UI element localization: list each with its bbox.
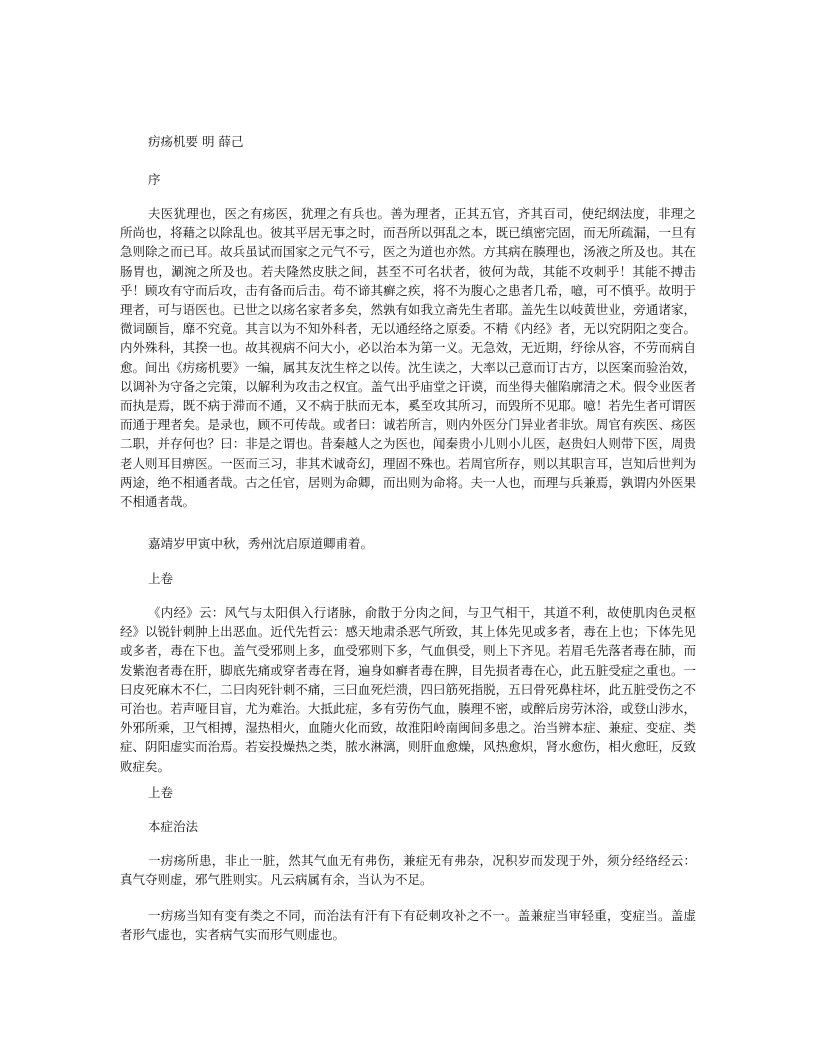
volume-heading-1: 上卷 (148, 571, 174, 586)
volume-paragraph: 《内经》云：风气与太阳俱入行诸脉，俞散于分肉之间，与卫气相干，其道不利，故使肌肉色灵枢经》以锐针刺肿上出恶血。近代先哲云：感天地肃杀恶气所致，其上体先见或多者，毒在上也；下体先见或多者，毒在下也。盖气受邪则上多，血受邪则下多，气血俱受，则上下齐见。若眉毛先落者毒在肺，而发紫泡者毒在肝，脚底先痛或穿者毒在肾，遍身如癣者毒在脾，目先损者毒在心，此五脏受症之重也。一曰皮死麻木不仁，二曰肉死针刺不痛，三曰血死烂溃，四曰筋死指脱，五曰骨死鼻柱坏，此五脏受伤之不可治也。若声哑目盲，尤为难治。大抵此症，多有劳伤气血，腠理不密，或醉后房劳沐浴，或登山涉水，外邪所乘，卫气相搏，湿热相火，血随火化而致，故淮阳岭南闽间多患之。治当辨本症、兼症、变症、类症、阴阳虚实而治焉。若妄投燥热之类，脓水淋漓，则肝血愈燥，风热愈炽，肾水愈伤，相火愈旺，反致败症矣。 (120, 605, 696, 774)
preface-signature: 嘉靖岁甲寅中秋，秀州沈启原道卿甫着。 (148, 536, 374, 551)
preface-paragraph: 夫医犹理也，医之有疡医，犹理之有兵也。善为理者，正其五官，齐其百司，使纪纲法度，非理之所尚也，将藉之以除乱也。彼其平居无事之时，而吾所以弭乱之本，既已缜密完固，而无所疏漏，一旦有急则除之而已耳。故兵虽试而国家之元气不亏，医之为道也亦然。方其病在腠理也，汤液之所及也。其在肠胃也，涮涴之所及也。若夫隆然皮肤之间，甚至不可名状者，彼何为哉，其能不攻刺乎！其能不搏击乎！顾攻有守而后攻，击有备而后击。苟不谛其癣之疾，将不为腹心之患者几希，噫，可不慎乎。故明于理者，可与语医也。已世之以疡名家者多矣，然孰有如我立斋先生者耶。盖先生以岐黄世业，旁通诸家，微词颐旨，靡不究竟。其言以为不知外科者，无以通经络之原委。不精《内经》者，无以究阴阳之变合。内外殊科，其揆一也。故其视病不问大小，必以治本为第一义。无急效，无近期，纾徐从容，不劳而病自愈。间出《疠疡机要》一编，属其友沈生梓之以传。沈生读之，大率以己意而订古方，以医案而验治效，以调补为守备之完策，以解利为攻击之权宜。盖气出乎庙堂之讦谟，而坐得夫催陷廓清之术。假令业医者而执是焉，既不病于滞而不通，又不病于肤而无本，奚至攻其所习，而毁所不见耶。噫！若先生者可谓医而通于理者矣。是录也，顾不可传哉。或者曰：诚若所言，则内外医分门异业者非欤。周官有疾医、疡医二职，并存何也？曰：非是之谓也。昔秦越人之为医也，闻秦贵小儿则小儿医，赵贵妇人则带下医，周贵老人则耳目痹医。一医而三习，非其术诚奇幻，理固不殊也。若周官所存，则以其职言耳，岂知后世判为两途，绝不相通者哉。古之任官，居则为命卿，而出则为命将。夫一人也，而理与兵兼焉，孰谓内外医果不相通者哉。 (120, 206, 696, 510)
preface-heading: 序 (148, 172, 161, 187)
rule-1: 一疠疡所患，非止一脏，然其气血无有弗伤，兼症无有弗杂，况积岁而发现于外，须分经络经云：真气夺则虚，邪气胜则实。凡云病属有余，当认为不足。 (120, 853, 696, 888)
rule-2: 一疠疡当知有变有类之不同，而治法有汗有下有砭刺攻补之不一。盖兼症当审轻重，变症当。盖虚者形气虚也，实者病气实而形气则虚也。 (120, 908, 696, 943)
volume-heading-2: 上卷 (148, 785, 174, 800)
title-line: 疠疡机要 明 薛己 (148, 134, 244, 149)
section-heading: 本症治法 (148, 819, 199, 834)
